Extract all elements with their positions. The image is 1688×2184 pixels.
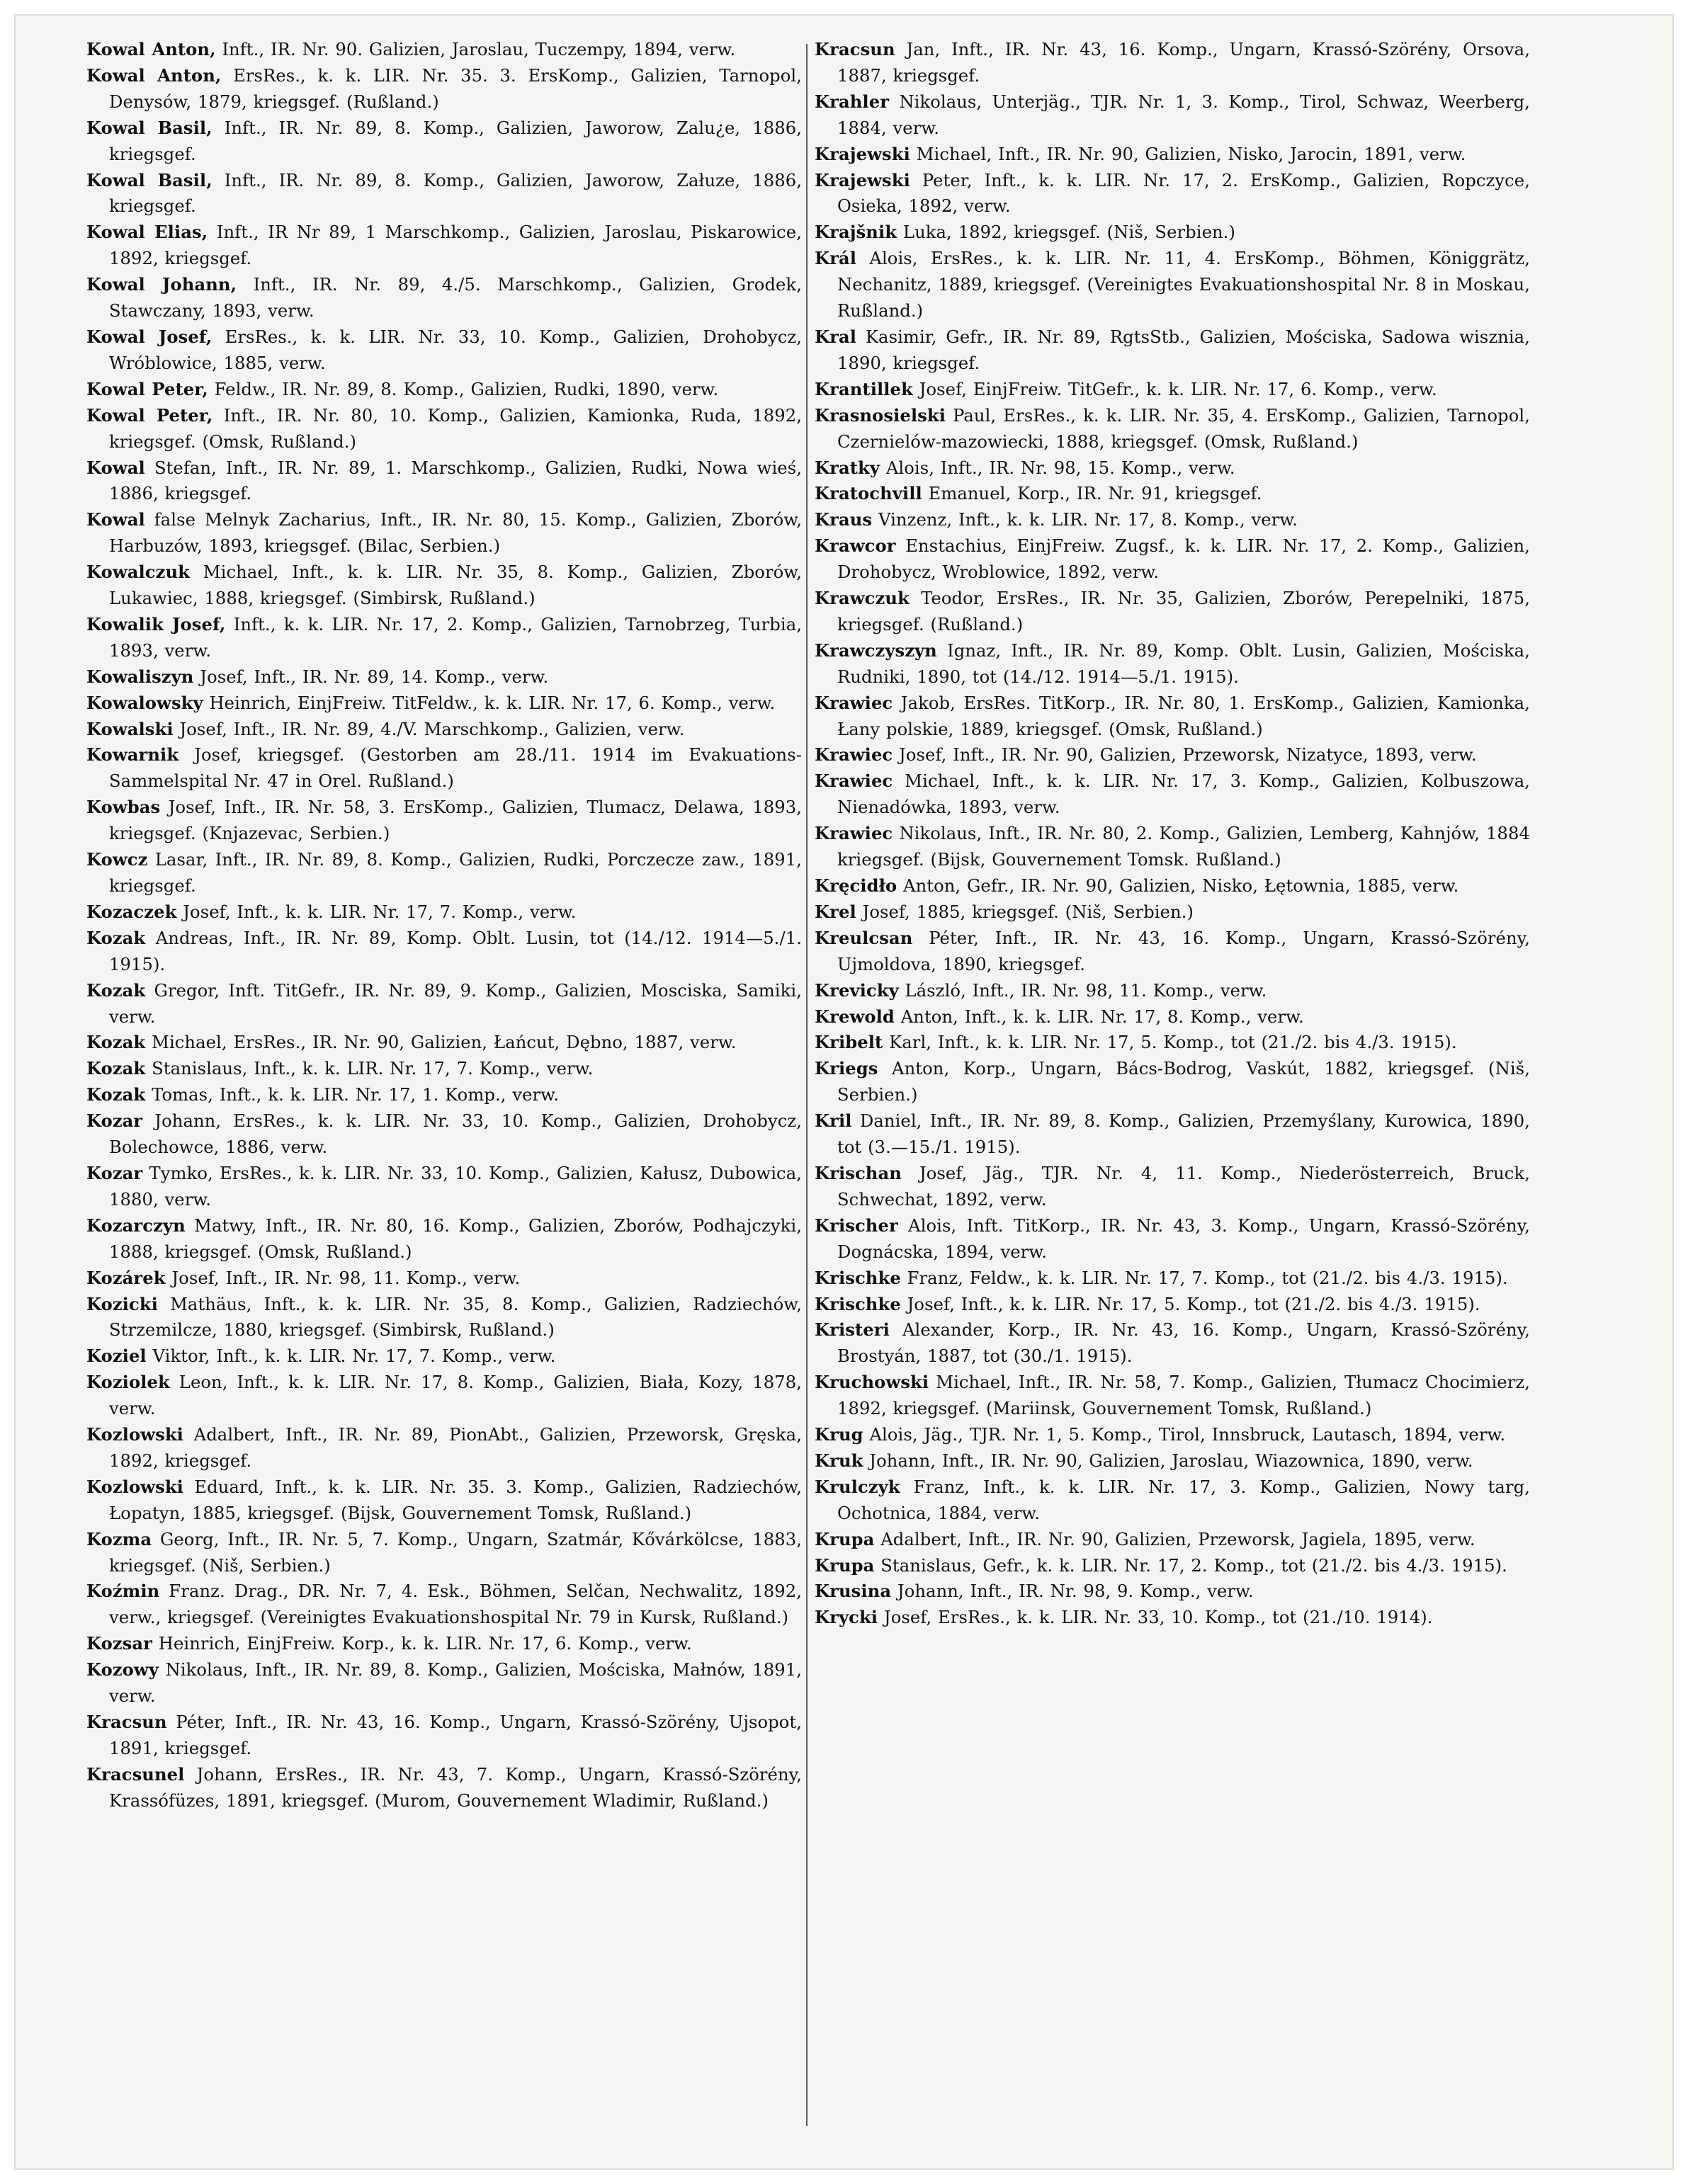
list-entry [815,1474,1530,1527]
entry-surname: Kribelt [815,1032,883,1053]
entry-detail: Alois, Inft. TitKorp., IR. Nr. 43, 3. Komp., Ungarn, Krassó-Szörény, Dognácska, 1894, verw. [837,1215,1530,1262]
entry-detail: Andreas, Inft., IR. Nr. 89, Komp. Oblt. Lusin, tot (14./12. 1914—5./1. 1915). [109,928,802,974]
entry-surname: Krawczuk [815,588,910,609]
list-entry [815,1579,1530,1605]
entry-surname: Kozma [86,1528,152,1549]
entry-detail: Stefan, Inft., IR. Nr. 89, 1. Marschkomp., Galizien, Rudki, Nowa wieś, 1886, kriegsgef. [109,457,802,504]
entry-surname: Kristeri [815,1319,890,1341]
entry-surname: Kowal Elias, [86,222,208,243]
entry-surname: Krel [815,901,856,922]
list-entry [815,220,1530,246]
entry-detail: Teodor, ErsRes., IR. Nr. 35, Galizien, Zborów, Perepelniki, 1875, kriegsgef. (Rußland.) [837,588,1530,635]
list-entry [86,220,802,272]
list-entry [86,1474,802,1527]
entry-detail: Adalbert, Inft., IR. Nr. 90, Galizien, Przeworsk, Jagiela, 1895, verw. [874,1529,1475,1549]
list-entry [86,507,802,559]
entry-detail: ErsRes., k. k. LIR. Nr. 35. 3. ErsKomp., Galizien, Tarnopol, Denysów, 1879, kriegsgef. (Rußland.) [109,65,802,112]
entry-surname: Kozak [86,927,146,948]
list-entry [86,1710,802,1762]
list-entry [86,664,802,690]
entry-surname: Kral [815,326,857,347]
list-entry [815,1161,1530,1213]
entry-detail: Michael, Inft., k. k. LIR. Nr. 17, 3. Komp., Galizien, Kolbuszowa, Nienadówka, 1893, verw. [837,771,1530,818]
entry-surname: Kozaczek [86,901,177,922]
entry-detail: Inft., IR. Nr. 80, 10. Komp., Galizien, Kamionka, Ruda, 1892, kriegsgef. (Omsk, Rußland.) [109,405,802,452]
entry-detail: Josef, EinjFreiw. TitGefr., k. k. LIR. Nr. 17, 6. Komp., verw. [912,379,1437,399]
entry-surname: Kowarnik [86,744,179,766]
entry-surname: Krantillek [815,378,913,399]
entry-surname: Kowal Peter, [86,378,208,399]
list-entry [86,1213,802,1266]
list-entry [86,1056,802,1082]
list-entry [86,690,802,717]
list-entry [86,847,802,899]
list-entry [86,1631,802,1657]
list-entry [815,455,1530,482]
entry-surname: Kozar [86,1162,143,1183]
entry-surname: Kratky [815,457,880,478]
list-entry [815,690,1530,743]
entry-surname: Kozlowski [86,1476,183,1497]
entry-detail: Emanuel, Korp., IR. Nr. 91, kriegsgef. [922,484,1262,504]
entry-detail: Josef, kriegsgef. (Gestorben am 28./11. 1914 im Evakuations-Sammelspital Nr. 47 in Orel. Rußland.) [109,745,802,792]
entry-detail: Jan, Inft., IR. Nr. 43, 16. Komp., Ungarn, Krassó-Szörény, Orsova, 1887, kriegsgef. [837,40,1530,86]
entry-detail: Mathäus, Inft., k. k. LIR. Nr. 35, 8. Komp., Galizien, Radziechów, Strzemilcze, 1880, kriegsgef. (Simbirsk, Rußland.) [109,1294,802,1341]
entry-detail: Jakob, ErsRes. TitKorp., IR. Nr. 80, 1. ErsKomp., Galizien, Kamionka, Łany polskie, 1889, kriegsgef. (Omsk, Rußland.) [837,693,1530,739]
list-entry [815,768,1530,821]
list-entry [86,1030,802,1056]
list-entry [815,1030,1530,1056]
entry-detail: Inft., k. k. LIR. Nr. 17, 2. Komp., Galizien, Tarnobrzeg, Turbia, 1893, verw. [109,614,803,661]
entry-surname: Krycki [815,1607,878,1628]
entry-detail: Alois, Jäg., TJR. Nr. 1, 5. Komp., Tirol, Innsbruck, Lautasch, 1894, verw. [863,1425,1506,1445]
entry-detail: Inft., IR. Nr. 90. Galizien, Jaroslau, Tuczempy, 1894, verw. [215,40,736,59]
entry-detail: Johann, ErsRes., k. k. LIR. Nr. 33, 10. Komp., Galizien, Drohobycz, Bolechowce, 1886, verw. [109,1111,802,1158]
entry-detail: Michael, Inft., k. k. LIR. Nr. 35, 8. Komp., Galizien, Zborów, Lukawiec, 1888, kriegsgef. (Simbirsk, Rußland.) [109,562,802,609]
list-entry [86,1527,802,1579]
entry-detail: Stanislaus, Inft., k. k. LIR. Nr. 17, 7. Komp., verw. [145,1059,594,1079]
entry-detail: Karl, Inft., k. k. LIR. Nr. 17, 5. Komp., tot (21./2. bis 4./3. 1915). [883,1033,1457,1053]
entry-detail: Anton, Inft., k. k. LIR. Nr. 17, 8. Komp., verw. [894,1006,1304,1027]
entry-detail: Nikolaus, Inft., IR. Nr. 80, 2. Komp., Galizien, Lemberg, Kahnjów, 1884 kriegsgef. (Bijsk, Gouvernement Tomsk. Rußland.) [837,824,1530,870]
entry-surname: Kowal Anton, [86,64,222,86]
entry-detail: Kasimir, Gefr., IR. Nr. 89, RgtsStb., Galizien, Mościska, Sadowa wisznia, 1890, kriegsgef. [837,326,1530,373]
list-entry [86,1657,802,1710]
list-entry [815,926,1530,978]
list-entry [815,89,1530,142]
list-entry [815,1422,1530,1448]
entry-surname: Krusina [815,1581,892,1602]
entry-detail: Tomas, Inft., k. k. LIR. Nr. 17, 1. Komp., verw. [145,1085,559,1105]
list-entry [86,324,802,377]
entry-detail: Luka, 1892, kriegsgef. (Niš, Serbien.) [897,222,1235,243]
list-entry [86,403,802,455]
entry-detail: Josef, Inft., IR. Nr. 98, 11. Komp., verw. [165,1268,521,1288]
entry-surname: Krupa [815,1528,875,1549]
list-entry [815,1004,1530,1030]
list-entry [815,586,1530,638]
entry-detail: Georg, Inft., IR. Nr. 5, 7. Komp., Ungarn, Szatmár, Kővárkölcse, 1883, kriegsgef. (Niš, Serbien.) [109,1529,802,1576]
list-entry [86,37,802,63]
entry-surname: Kriegs [815,1058,878,1079]
entry-surname: Kreulcsan [815,927,913,948]
entry-detail: false Melnyk Zacharius, Inft., IR. Nr. 80, 15. Komp., Galizien, Zborów, Harbuzów, 1893, kriegsgef. (Bilac, Serbien.) [109,510,802,557]
list-entry [815,1448,1530,1474]
right-column [815,37,1530,1631]
list-entry [815,1056,1530,1108]
list-entry [815,899,1530,926]
entry-surname: Krischer [815,1215,898,1236]
entry-surname: Kracsun [86,1712,167,1732]
entry-surname: Král [815,248,857,269]
entry-detail: Daniel, Inft., IR. Nr. 89, 8. Komp., Galizien, Przemyślany, Kurowica, 1890, tot (3.—15./1. 1915). [837,1111,1530,1158]
entry-surname: Kowal Anton, [86,39,216,59]
entry-detail: Johann, Inft., IR. Nr. 98, 9. Komp., verw. [891,1581,1254,1602]
entry-surname: Kracsunel [86,1763,185,1785]
list-entry [815,873,1530,899]
list-entry [86,1422,802,1474]
entry-detail: Viktor, Inft., k. k. LIR. Nr. 17, 7. Komp., verw. [146,1346,556,1367]
entry-surname: Kozárek [86,1267,166,1288]
list-entry [86,742,802,795]
list-entry [815,533,1530,586]
entry-detail: Inft., IR. Nr. 89, 4./5. Marschkomp., Galizien, Grodek, Stawczany, 1893, verw. [109,275,803,322]
list-entry [815,1527,1530,1553]
entry-detail: Alois, Inft., IR. Nr. 98, 15. Komp., verw. [880,457,1235,478]
entry-detail: Eduard, Inft., k. k. LIR. Nr. 35. 3. Komp., Galizien, Radziechów, Łopatyn, 1885, kriegsgef. (Bijsk, Gouvernement Tomsk, Rußland.) [109,1477,802,1523]
entry-surname: Kozak [86,1032,146,1053]
entry-detail: Johann, Inft., IR. Nr. 90, Galizien, Jaroslau, Wiazownica, 1890, verw. [863,1450,1473,1471]
list-entry [815,37,1530,89]
entry-detail: Inft., IR Nr 89, 1 Marschkomp., Galizien, Jaroslau, Piskarowice, 1892, kriegsgef. [109,222,802,269]
entry-detail: Péter, Inft., IR. Nr. 43, 16. Komp., Ungarn, Krassó-Szörény, Ujsopot, 1891, kriegsgef. [109,1712,802,1758]
entry-detail: Franz, Inft., k. k. LIR. Nr. 17, 3. Komp., Galizien, Nowy targ, Ochotnica, 1884, verw. [837,1477,1530,1523]
entry-detail: Péter, Inft., IR. Nr. 43, 16. Komp., Ungarn, Krassó-Szörény, Ujmoldova, 1890, kriegsgef. [837,928,1530,974]
list-entry [815,507,1530,533]
entry-surname: Kruk [815,1450,863,1471]
list-entry [86,1343,802,1370]
entry-surname: Krupa [815,1554,875,1576]
entry-surname: Krahler [815,91,890,112]
entry-surname: Krawcor [815,535,896,557]
entry-surname: Kowal Peter, [86,404,213,426]
entry-surname: Kowcz [86,849,148,870]
entry-detail: Josef, Jäg., TJR. Nr. 4, 11. Komp., Niederösterreich, Bruck, Schwechat, 1892, verw. [837,1163,1530,1210]
entry-surname: Kril [815,1110,852,1132]
entry-surname: Krajewski [815,169,910,190]
entry-detail: Anton, Korp., Ungarn, Bács-Bodrog, Vaskút, 1882, kriegsgef. (Niš, Serbien.) [837,1059,1530,1105]
entry-detail: Franz. Drag., DR. Nr. 7, 4. Esk., Böhmen, Selčan, Nechwalitz, 1892, verw., kriegsgef. (Vereinigtes Evakuationshospital Nr. 79 in Kursk, Rußland.) [109,1581,802,1628]
entry-surname: Krischan [815,1162,902,1183]
entry-surname: Kręcidło [815,875,897,896]
entry-surname: Kowaliszyn [86,666,194,687]
list-entry [86,795,802,847]
list-entry [815,1370,1530,1422]
entry-surname: Krevicky [815,979,899,1001]
entry-detail: Enstachius, EinjFreiw. Zugsf., k. k. LIR. Nr. 17, 2. Komp., Galizien, Drohobycz, Wroblowice, 1892, verw. [837,536,1530,583]
entry-detail: Lasar, Inft., IR. Nr. 89, 8. Komp., Galizien, Rudki, Porczecze zaw., 1891, kriegsgef. [109,850,802,896]
entry-detail: Peter, Inft., k. k. LIR. Nr. 17, 2. ErsKomp., Galizien, Ropczyce, Osieka, 1892, verw. [837,170,1530,217]
entry-surname: Krischke [815,1293,901,1314]
entry-surname: Kozak [86,1058,146,1079]
entry-surname: Kratochvill [815,483,922,504]
entry-detail: Stanislaus, Gefr., k. k. LIR. Nr. 17, 2. Komp., tot (21./2. bis 4./3. 1915). [874,1555,1507,1576]
entry-surname: Kraus [815,509,873,530]
entry-surname: Koźmin [86,1581,160,1602]
list-entry [815,1605,1530,1631]
entry-detail: Josef, Inft., IR. Nr. 58, 3. ErsKomp., Galizien, Tlumacz, Delawa, 1893, kriegsgef. (Knjazevac, Serbien.) [109,797,802,844]
list-entry [86,559,802,612]
entry-surname: Kracsun [815,39,895,59]
entry-surname: Krasnosielski [815,404,946,426]
entry-surname: Krewold [815,1006,895,1027]
list-entry [86,377,802,403]
entry-detail: László, Inft., IR. Nr. 98, 11. Komp., verw. [898,980,1267,1001]
entry-detail: Josef, ErsRes., k. k. LIR. Nr. 33, 10. Komp., tot (21./10. 1914). [878,1608,1433,1628]
entry-detail: Inft., IR. Nr. 89, 8. Komp., Galizien, Jaworow, Załuze, 1886, kriegsgef. [109,170,802,217]
list-entry [815,246,1530,324]
entry-detail: Leon, Inft., k. k. LIR. Nr. 17, 8. Komp., Galizien, Biała, Kozy, 1878, verw. [109,1372,802,1419]
entry-surname: Kozlowski [86,1424,183,1445]
list-entry [86,978,802,1030]
list-entry [86,1370,802,1422]
list-entry [86,168,802,220]
entry-surname: Kozar [86,1110,143,1132]
list-entry [815,168,1530,220]
list-entry [86,115,802,168]
list-entry [86,1266,802,1292]
entry-detail: Adalbert, Inft., IR. Nr. 89, PionAbt., Galizien, Przeworsk, Gręska, 1892, kriegsgef. [109,1425,802,1471]
entry-surname: Koziel [86,1346,147,1367]
entry-surname: Krug [815,1424,863,1445]
list-entry [86,1292,802,1344]
entry-detail: Alexander, Korp., IR. Nr. 43, 16. Komp., Ungarn, Krassó-Szörény, Brostyán, 1887, tot (30./1. 1915). [837,1320,1530,1367]
entry-surname: Kowbas [86,797,161,818]
entry-detail: Heinrich, EinjFreiw. Korp., k. k. LIR. Nr. 17, 6. Komp., verw. [152,1634,692,1654]
entry-detail: ErsRes., k. k. LIR. Nr. 33, 10. Komp., Galizien, Drohobycz, Wróblowice, 1885, verw. [109,326,803,373]
entry-detail: Michael, Inft., IR. Nr. 90, Galizien, Nisko, Jarocin, 1891, verw. [910,144,1466,164]
list-entry [815,638,1530,690]
entry-detail: Alois, ErsRes., k. k. LIR. Nr. 11, 4. ErsKomp., Böhmen, Königgrätz, Nechanitz, 1889, kriegsgef. (Vereinigtes Evakuationshospital Nr. 8 in Moskau, Rußland.) [837,249,1530,322]
list-entry [815,821,1530,873]
list-entry [815,1266,1530,1292]
list-entry [86,717,802,743]
entry-detail: Nikolaus, Inft., IR. Nr. 89, 8. Komp., Galizien, Mościska, Małnów, 1891, verw. [109,1660,802,1707]
entry-detail: Josef, Inft., k. k. LIR. Nr. 17, 5. Komp., tot (21./2. bis 4./3. 1915). [900,1294,1480,1314]
entry-detail: Michael, Inft., IR. Nr. 58, 7. Komp., Galizien, Tłumacz Chocimierz, 1892, kriegsgef. (Mariinsk, Gouvernement Tomsk, Rußland.) [837,1372,1530,1419]
entry-surname: Kowalski [86,718,174,739]
entry-detail: Matwy, Inft., IR. Nr. 80, 16. Komp., Galizien, Zborów, Podhajczyki, 1888, kriegsgef. (Omsk, Rußland.) [109,1215,802,1262]
entry-detail: Josef, Inft., IR. Nr. 89, 14. Komp., verw. [193,666,549,687]
entry-surname: Kowalik Josef, [86,613,226,635]
list-entry [86,1108,802,1161]
list-entry [86,455,802,508]
entry-surname: Krawiec [815,823,893,844]
list-entry [86,899,802,926]
list-entry [815,324,1530,377]
entry-surname: Kowalowsky [86,692,203,713]
list-entry [86,272,802,324]
entry-detail: Josef, Inft., IR. Nr. 89, 4./V. Marschkomp., Galizien, verw. [173,719,685,739]
column-divider [806,44,808,2126]
list-entry [86,612,802,664]
entry-surname: Kozicki [86,1293,158,1314]
list-entry [86,1082,802,1108]
entry-detail: Michael, ErsRes., IR. Nr. 90, Galizien, Łańcut, Dębno, 1887, verw. [145,1033,737,1053]
entry-surname: Kowal [86,457,145,478]
entry-surname: Krawczyszyn [815,639,937,661]
list-entry [86,63,802,115]
entry-detail: Johann, ErsRes., IR. Nr. 43, 7. Komp., Ungarn, Krassó-Szörény, Krassófüzes, 1891, kriegsgef. (Murom, Gouvernement Wladimir, Rußland.) [109,1764,802,1811]
entry-surname: Kozarczyn [86,1215,186,1236]
entry-surname: Krulczyk [815,1476,900,1497]
entry-surname: Kowalczuk [86,562,191,583]
entry-detail: Inft., IR. Nr. 89, 8. Komp., Galizien, Jaworow, Zalu¿e, 1886, kriegsgef. [109,118,802,164]
list-entry [815,1317,1530,1370]
list-entry [815,481,1530,507]
entry-surname: Krischke [815,1267,901,1288]
entry-surname: Kruchowski [815,1372,929,1393]
entry-detail: Josef, Inft., k. k. LIR. Nr. 17, 7. Komp., verw. [176,902,577,922]
entry-surname: Kowal Johann, [86,274,237,295]
entry-detail: Nikolaus, Unterjäg., TJR. Nr. 1, 3. Komp., Tirol, Schwaz, Weerberg, 1884, verw. [837,91,1530,138]
entry-surname: Krawiec [815,692,893,713]
entry-detail: Heinrich, EinjFreiw. TitFeldw., k. k. LIR. Nr. 17, 6. Komp., verw. [203,693,776,713]
entry-surname: Kowal Josef, [86,326,213,347]
entry-detail: Feldw., IR. Nr. 89, 8. Komp., Galizien, Rudki, 1890, verw. [208,379,719,399]
entry-surname: Kozak [86,1084,146,1105]
entry-detail: Anton, Gefr., IR. Nr. 90, Galizien, Nisko, Łętownia, 1885, verw. [897,876,1459,896]
list-entry [86,926,802,978]
entry-surname: Kozowy [86,1659,159,1680]
list-entry [86,1762,802,1814]
list-entry [86,1161,802,1213]
list-entry [815,978,1530,1004]
list-entry [815,1292,1530,1318]
list-entry [815,403,1530,455]
entry-surname: Krawiec [815,770,893,792]
entry-detail: Vinzenz, Inft., k. k. LIR. Nr. 17, 8. Komp., verw. [872,510,1298,530]
entry-surname: Krajewski [815,143,910,164]
entry-detail: Tymko, ErsRes., k. k. LIR. Nr. 33, 10. Komp., Galizien, Kałusz, Dubowica, 1880, verw. [109,1163,802,1210]
list-entry [815,142,1530,168]
entry-surname: Kowal [86,509,145,530]
entry-surname: Kowal Basil, [86,117,213,138]
entry-detail: Franz, Feldw., k. k. LIR. Nr. 17, 7. Komp., tot (21./2. bis 4./3. 1915). [900,1268,1508,1288]
list-entry [815,1213,1530,1266]
entry-surname: Kowal Basil, [86,169,213,190]
entry-detail: Paul, ErsRes., k. k. LIR. Nr. 35, 4. ErsKomp., Galizien, Tarnopol, Czernielów-mazowiecki, 1888, kriegsgef. (Omsk, Rußland.) [837,405,1530,452]
entry-surname: Krawiec [815,744,893,766]
entry-detail: Josef, Inft., IR. Nr. 90, Galizien, Przeworsk, Nizatyce, 1893, verw. [893,745,1477,766]
entry-detail: Ignaz, Inft., IR. Nr. 89, Komp. Oblt. Lusin, Galizien, Mościska, Rudniki, 1890, tot (14./12. 1914—5./1. 1915). [837,640,1530,687]
entry-surname: Koziolek [86,1372,170,1393]
entry-surname: Kozak [86,979,146,1001]
entry-surname: Kozsar [86,1633,152,1654]
list-entry [86,1579,802,1631]
list-entry [815,1108,1530,1161]
list-entry [815,377,1530,403]
list-entry [815,742,1530,768]
entry-surname: Krajšnik [815,222,897,243]
scanned-page [14,14,1674,2170]
entry-detail: Gregor, Inft. TitGefr., IR. Nr. 89, 9. Komp., Galizien, Mosciska, Samiki, verw. [109,980,802,1027]
left-column [86,37,802,1814]
entry-detail: Josef, 1885, kriegsgef. (Niš, Serbien.) [856,902,1194,922]
list-entry [815,1553,1530,1579]
